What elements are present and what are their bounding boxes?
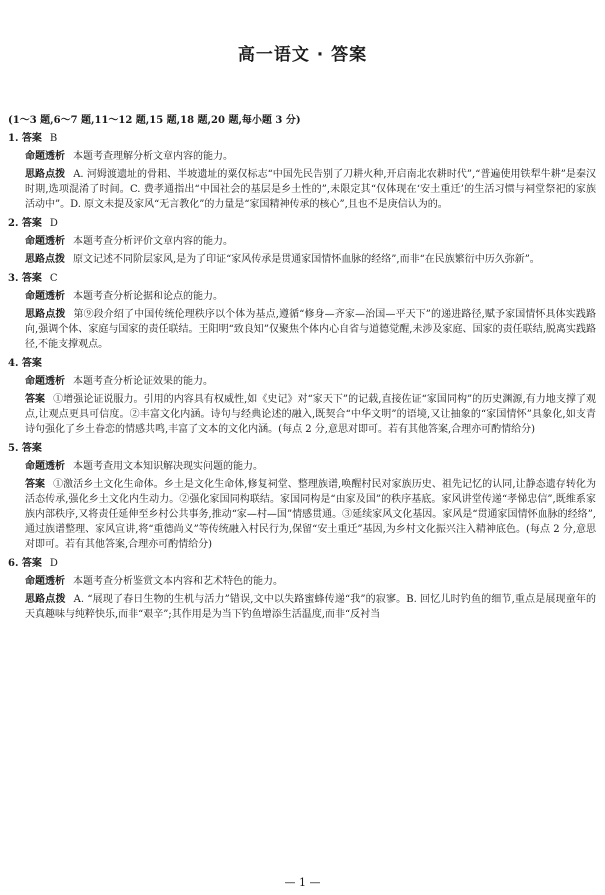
hint-paragraph [8,167,596,212]
question-1 [8,130,596,212]
analysis-text: 本题考查分析鉴赏文本内容和艺术特色的能力。 [73,576,283,587]
page-title: 高一语文 · 答案 [237,45,368,65]
question-number: 6. 答案 [8,558,42,569]
question-3 [8,270,596,352]
answer-label: 答案 [25,479,46,490]
question-number: 2. 答案 [8,218,42,229]
analysis-paragraph [8,149,596,164]
hint-text: 第⑨段介绍了中国传统伦理秩序以个体为基点,遵循“修身—齐家—治国—平天下”的递进路径,赋予家国情怀具体实践路向,强调个体、家庭与国家的责任联结。王阳明“致良知”仅聚焦个体内心自省与道德觉醒,未涉及家庭、国家的责任联结,脱离实践路径,不能支撑观点。 [25,309,596,350]
answer-letter: D [49,218,58,229]
analysis-label: 命题透析 [25,291,65,302]
hint-text: A. 河姆渡遗址的骨耜、半坡遗址的粟仅标志“中国先民告别了刀耕火种,开启南北农耕时代”,“普遍使用铁犁牛耕”是秦汉时期,选项混淆了时间。C. 费孝通指出“中国社会的基层是乡土性的”,未限定其“仅体现在‘安土重迁’的生活习惯与祠堂祭祀的家族活动中”。D. 原文未提及家风“无言教化”的力量是“家国精神传承的核心”,且也不是庚信认为的。 [25,169,596,210]
question-header [8,215,596,233]
analysis-paragraph [8,289,596,304]
analysis-paragraph [8,459,596,474]
score-scope: (1～3 题,6～7 题,11～12 题,15 题,18 题,20 题,每小题 3 分) [8,115,301,126]
hint-label: 思路点拨 [25,254,65,265]
analysis-text: 本题考查分析论据和论点的能力。 [73,291,223,302]
analysis-text: 本题考查用文本知识解决现实问题的能力。 [73,461,263,472]
question-4 [8,355,596,437]
answer-paragraph [8,392,596,437]
analysis-text: 本题考查分析评价文章内容的能力。 [73,236,233,247]
analysis-paragraph [8,234,596,249]
answer-paragraph [8,477,596,552]
analysis-label: 命题透析 [25,376,65,387]
hint-text: 原文记述不同阶层家风,是为了印证“家风传承是贯通家国情怀血脉的经络”,而非“在民族繁衍中历久弥新”。 [73,254,540,265]
question-6 [8,555,596,622]
analysis-label: 命题透析 [25,151,65,162]
hint-paragraph [8,592,596,622]
question-5 [8,440,596,552]
answer-content [8,113,596,625]
analysis-text: 本题考查理解分析文章内容的能力。 [73,151,233,162]
question-number: 5. 答案 [8,443,42,454]
hint-text: A. “展现了春日生物的生机与活力”错误,文中以失路蜜蜂传递“我”的寂寥。B. 回忆儿时钓鱼的细节,重点是展现童年的天真趣味与纯粹快乐,而非“艰辛”;其作用是为当下钓鱼增添生活温度,而非“反衬当 [25,594,596,620]
hint-label: 思路点拨 [25,169,66,180]
analysis-label: 命题透析 [25,576,65,587]
question-number: 3. 答案 [8,273,42,284]
analysis-label: 命题透析 [25,461,65,472]
question-header [8,440,596,458]
question-header [8,555,596,573]
analysis-paragraph [8,574,596,589]
answer-text: ①增强论证说服力。引用的内容具有权威性,如《史记》对“家天下”的记载,直接佐证“家国同构”的历史渊源,有力地支撑了观点,让观点更具可信度。②丰富文化内涵。诗句与经典论述的融入,既契合“中华文明”的语境,又让抽象的“家国情怀”具象化,如支青诗句强化了乡土眷恋的情感共鸣,丰富了文本的文化内涵。(每点 2 分,意思对即可。若有其他答案,合理亦可酌情给分) [25,394,596,435]
question-number: 4. 答案 [8,358,42,369]
hint-label: 思路点拨 [25,309,66,320]
analysis-label: 命题透析 [25,236,65,247]
hint-paragraph [8,252,596,267]
answer-text: ①激活乡土文化生命体。乡土是文化生命体,修复祠堂、整理族谱,唤醒村民对家族历史、祖先记忆的认同,让静态遗存转化为活态传承,强化乡土文化内生动力。②强化家国同构联结。家国同构是“由家及国”的秩序基底。家风讲堂传递“孝悌忠信”,既维系家族内部秩序,又将责任延伸至乡村公共事务,推动“家—村—国”情感贯通。③延续家风文化基因。家风是“贯通家国情怀血脉的经络”,通过族谱整理、家风宣讲,将“重德尚义”等传统融入村民行为,保留“安土重迁”基因,为乡村文化振兴注入精神底色。(每点 2 分,意思对即可。若有其他答案,合理亦可酌情给分) [25,479,596,550]
question-header [8,130,596,148]
question-2 [8,215,596,267]
analysis-text: 本题考查分析论证效果的能力。 [73,376,213,387]
hint-label: 思路点拨 [25,594,66,605]
hint-paragraph [8,307,596,352]
question-number: 1. 答案 [8,133,42,144]
analysis-paragraph [8,374,596,389]
answer-letter: B [49,133,58,144]
question-header [8,270,596,288]
answer-label: 答案 [25,394,46,405]
answer-letter: D [49,558,58,569]
answer-letter: C [49,273,58,284]
page-number: — 1 — [284,876,321,889]
question-header [8,355,596,373]
